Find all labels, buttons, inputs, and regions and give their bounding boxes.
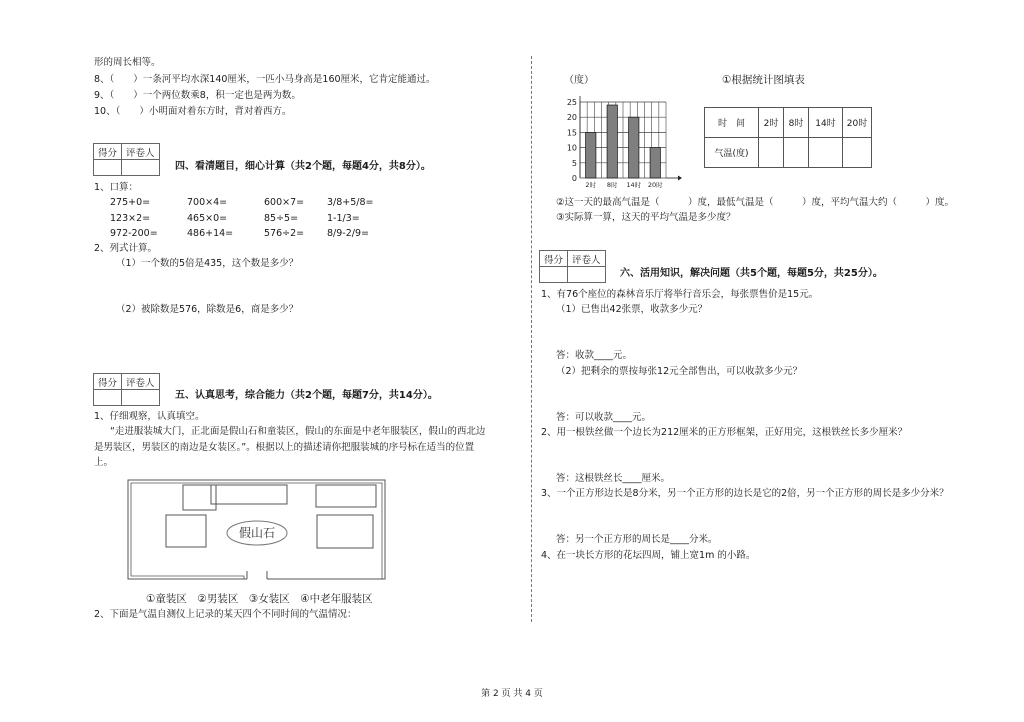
oral-calc-label: 1、口算： (94, 182, 139, 193)
y-tick-label: 10 (566, 143, 577, 153)
written-calc-label: 2、列式计算。 (94, 243, 158, 254)
problem-2: 2、用一根铁丝做一个边长为212厘米的正方形框架，正好用完，这根铁丝长多少厘米？ (541, 427, 908, 438)
oral-item: 486+14= (187, 228, 234, 239)
score-cell[interactable] (540, 267, 568, 283)
chart-unit-label: （度） (564, 75, 594, 86)
question-10: 10、（ ）小明面对着东方时，背对着西方。 (94, 106, 292, 117)
oral-item: 85÷5= (264, 213, 299, 224)
oral-item: 275+0= (110, 197, 151, 208)
problem-1: 1、有76个座位的森林音乐厅将举行音乐会，每张票售价是15元。 (541, 289, 819, 300)
answer-line: 答：可以收款____元。 (556, 412, 652, 423)
grader-label: 评卷人 (122, 144, 160, 160)
section-6-title: 六、活用知识，解决问题（共5个题，每题5分，共25分）。 (620, 268, 883, 279)
page-footer: 第 2 页 共 4 页 (481, 689, 543, 699)
problem-4: 4、在一块长方形的花坛四周，铺上宽1m 的小路。 (541, 550, 756, 561)
x-axis-arrow (678, 176, 682, 181)
map-legend: ①童装区 ②男装区 ③女装区 ④中老年服装区 (146, 593, 373, 605)
table-header: 14时 (809, 108, 843, 138)
column-divider (531, 56, 532, 622)
chart-question-2: ②这一天的最高气温是（ ）度，最低气温是（ ）度，平均气温大约（ ）度。 (556, 197, 955, 208)
y-tick-label: 25 (566, 98, 577, 107)
s5-question-2: 2、下面是气温自测仪上记录的某天四个不同时间的气温情况： (94, 609, 357, 620)
paragraph-line: 是男装区，男装区的南边是女装区。”。根据以上的描述请你把服装城的序号标在适当的位置 (94, 442, 475, 453)
x-tick-label: 20时 (647, 181, 663, 189)
table-cell[interactable] (843, 138, 872, 168)
score-label: 得分 (94, 374, 122, 390)
section-4-title: 四、看清题目，细心计算（共2个题，每题4分，共8分）。 (175, 161, 431, 172)
y-tick-label: 20 (566, 113, 577, 123)
question-9: 9、（ ）一个两位数乘8，积一定也是两为数。 (94, 90, 301, 101)
x-tick-label: 14时 (626, 181, 642, 189)
oral-item: 8/9-2/9= (327, 228, 369, 239)
paragraph-line: 上。 (94, 457, 114, 468)
table-cell[interactable] (809, 138, 843, 168)
table-cell[interactable] (759, 138, 784, 168)
region-box (316, 485, 376, 507)
temperature-table (704, 107, 872, 168)
rockery-label: 假山石 (238, 526, 276, 540)
bar (586, 132, 596, 178)
answer-line: 答：另一个正方形的周长是____分米。 (556, 534, 718, 545)
region-box (166, 515, 206, 547)
y-tick-label: 0 (571, 174, 577, 183)
y-tick-label: 5 (571, 158, 577, 168)
y-tick-label: 15 (566, 128, 577, 138)
bar (650, 148, 660, 178)
score-box (93, 143, 160, 176)
table-row-label: 气温(度) (705, 138, 759, 168)
calc-question-1: （1）一个数的5倍是435，这个数是多少？ (116, 258, 299, 269)
problem-1-2: （2）把剩余的票按每张12元全部售出，可以收款多少元？ (556, 366, 803, 377)
oral-item: 3/8+5/8= (327, 197, 374, 208)
x-tick-label: 8时 (606, 181, 618, 189)
temperature-bar-chart (558, 94, 683, 190)
chart-xticks (585, 180, 663, 189)
s5-question-1: 1、仔细观察，认真填空。 (94, 411, 205, 422)
grader-cell[interactable] (568, 267, 606, 283)
problem-3: 3、一个正方形边长是8分米，另一个正方形的边长是它的2倍，另一个正方形的周长是多少分米？ (541, 488, 949, 499)
answer-line: 答：收款____元。 (556, 350, 633, 361)
oral-item: 465×0= (187, 213, 228, 224)
question-8: 8、（ ）一条河平均水深140厘米，一匹小马身高是160厘米，它肯定能通过。 (94, 74, 436, 85)
text-line: 形的周长相等。 (94, 57, 161, 68)
oral-item: 1-1/3= (327, 213, 360, 224)
oral-item: 600×7= (264, 197, 305, 208)
calc-question-2: （2）被除数是576，除数是6，商是多少？ (116, 304, 299, 315)
grader-cell[interactable] (122, 160, 160, 176)
stat-title: ①根据统计图填表 (722, 74, 805, 86)
score-box (93, 373, 160, 406)
problem-1-1: （1）已售出42张票，收款多少元？ (556, 304, 708, 315)
grader-cell[interactable] (122, 390, 160, 406)
clothing-city-map (127, 479, 387, 580)
bar (629, 117, 639, 178)
table-header: 8时 (784, 108, 809, 138)
chart-question-3: ③实际算一算，这天的平均气温是多少度？ (556, 212, 736, 223)
x-tick-label: 2时 (585, 181, 597, 189)
score-cell[interactable] (94, 160, 122, 176)
oral-item: 972-200= (110, 228, 158, 239)
oral-item: 123×2= (110, 213, 151, 224)
table-header: 2时 (759, 108, 784, 138)
chart-yticks (567, 98, 577, 183)
answer-line: 答：这根铁丝长____厘米。 (556, 473, 671, 484)
table-cell[interactable] (784, 138, 809, 168)
table-header: 时 间 (705, 108, 759, 138)
section-5-title: 五、认真思考，综合能力（共2个题，每题7分，共14分）。 (175, 390, 438, 401)
oral-item: 700×4= (187, 197, 228, 208)
score-label: 得分 (540, 251, 568, 267)
score-label: 得分 (94, 144, 122, 160)
paragraph-line: “走进服装城大门，正北面是假山石和童装区，假山的东面是中老年服装区，假山的西北边 (110, 426, 486, 437)
region-box (211, 485, 287, 504)
score-cell[interactable] (94, 390, 122, 406)
oral-item: 576÷2= (264, 228, 305, 239)
bar (607, 105, 617, 178)
score-box (539, 250, 606, 283)
region-box (317, 515, 373, 548)
grader-label: 评卷人 (122, 374, 160, 390)
table-header: 20时 (843, 108, 872, 138)
grader-label: 评卷人 (568, 251, 606, 267)
